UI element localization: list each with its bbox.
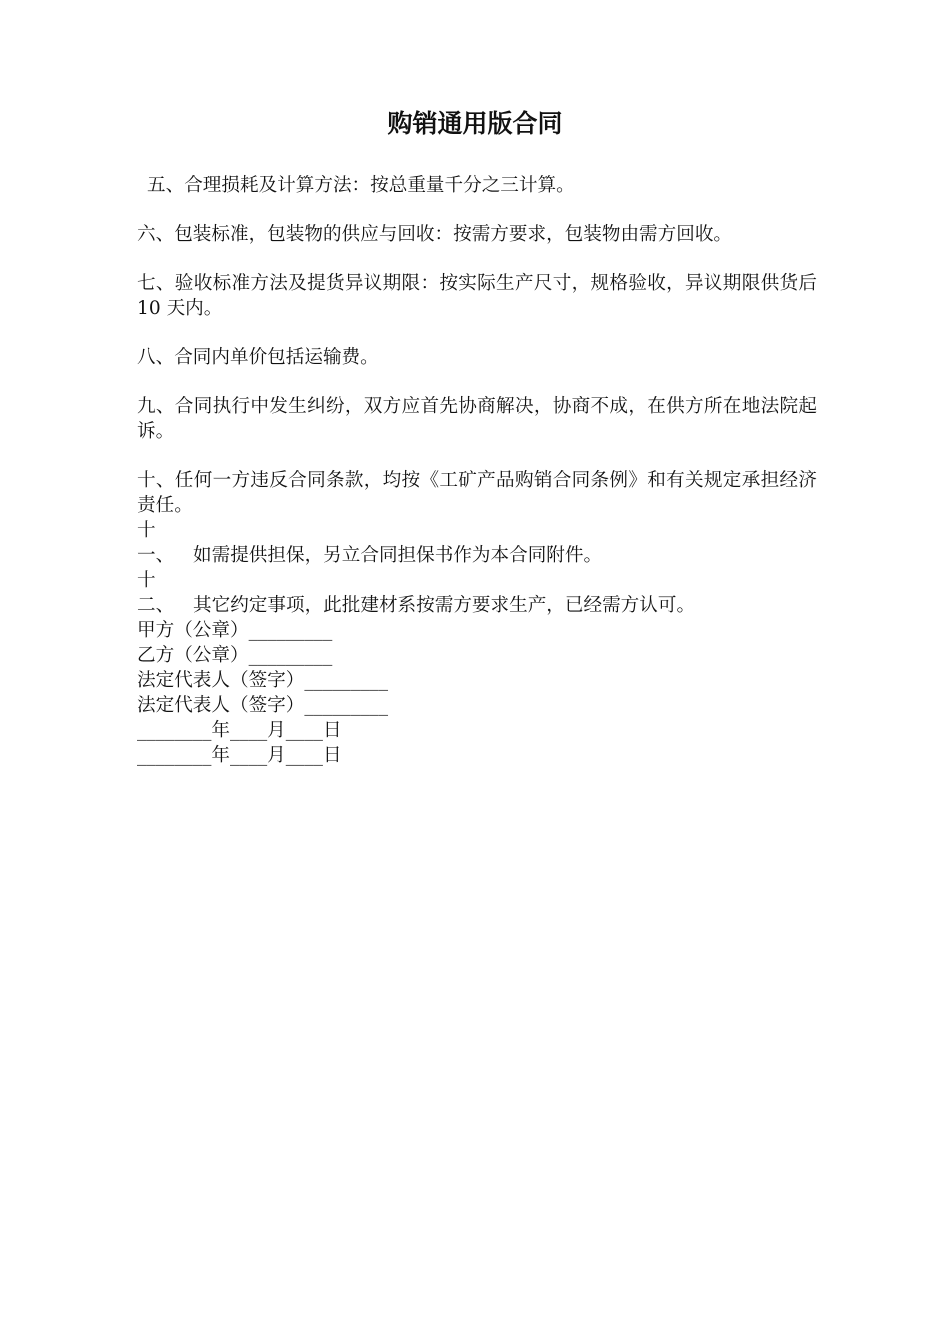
contract-body <box>137 173 817 768</box>
clause-11 <box>137 543 817 568</box>
party-b-seal-line: 乙方（公章）_________ <box>137 645 333 666</box>
clause-5: 五、合理损耗及计算方法：按总重量千分之三计算。 <box>147 175 575 196</box>
date-line-b: ________年____月____日 <box>137 745 342 766</box>
clause-12-prefix-top: 十 <box>137 570 156 591</box>
clause-7: 七、验收标准方法及提货异议期限：按实际生产尺寸，规格验收，异议期限供货后 10 天内。 <box>137 273 817 319</box>
clause-11-prefix-top: 十 <box>137 520 156 541</box>
clause-12-text: 其它约定事项，此批建材系按需方要求生产，已经需方认可。 <box>193 595 696 616</box>
clause-11-prefix-bottom: 一、 <box>137 545 175 566</box>
clause-8: 八、合同内单价包括运输费。 <box>137 347 379 368</box>
legal-rep-signature-line-b: 法定代表人（签字）_________ <box>137 695 389 716</box>
clause-11-text: 如需提供担保，另立合同担保书作为本合同附件。 <box>193 545 603 566</box>
clause-12-prefix-bottom: 二、 <box>137 595 175 616</box>
clause-10: 十、任何一方违反合同条款，均按《工矿产品购销合同条例》和有关规定承担经济责任。 <box>137 470 817 516</box>
document-title: 购销通用版合同 <box>387 109 563 138</box>
legal-rep-signature-line-a: 法定代表人（签字）_________ <box>137 670 389 691</box>
date-line-a: ________年____月____日 <box>137 720 342 741</box>
clause-6: 六、包装标准，包装物的供应与回收：按需方要求，包装物由需方回收。 <box>137 224 733 245</box>
clause-9: 九、合同执行中发生纠纷，双方应首先协商解决，协商不成，在供方所在地法院起诉。 <box>137 396 817 442</box>
clause-12 <box>137 593 817 618</box>
party-a-seal-line: 甲方（公章）_________ <box>137 620 333 641</box>
